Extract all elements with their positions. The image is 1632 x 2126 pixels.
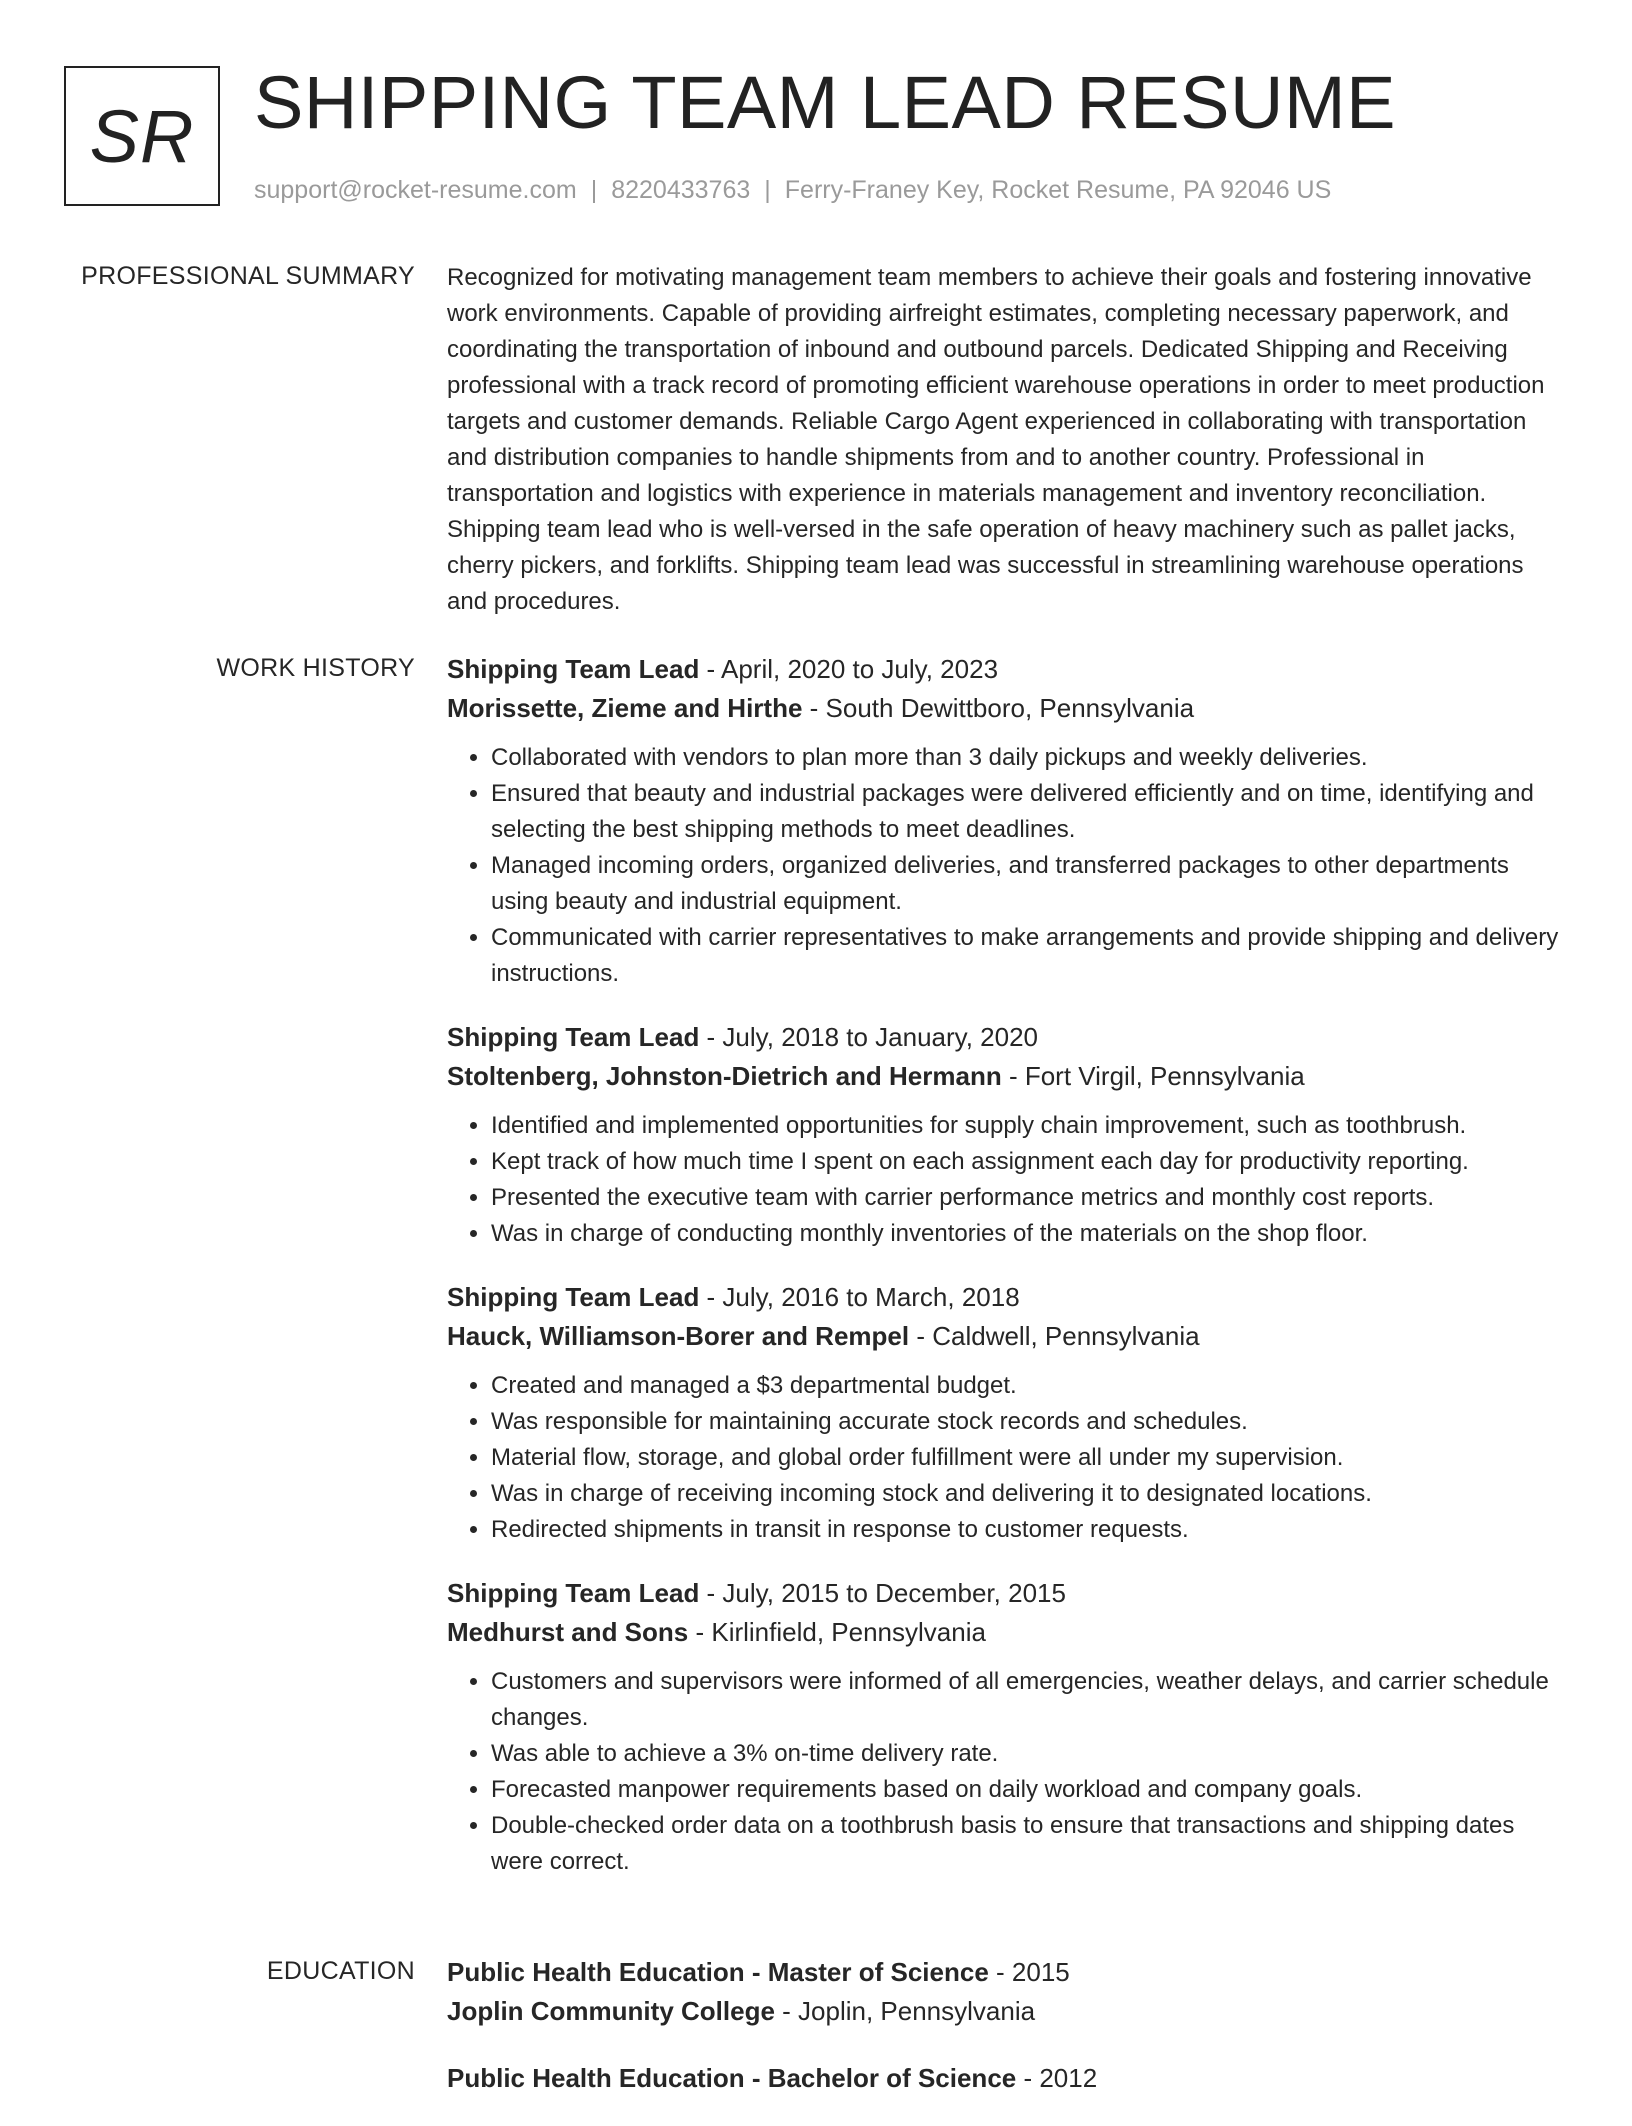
work-history-body [447, 650, 1567, 1906]
job-bullet: • Was responsible for maintaining accurate stock records and schedules. [491, 1404, 1567, 1440]
job-bullet: • Redirected shipments in transit in response to customer requests. [491, 1512, 1567, 1548]
job-role: Shipping Team Lead [447, 1578, 700, 1608]
job-bullet: • Ensured that beauty and industrial packages were delivered efficiently and on time, identifying and selecting the best shipping methods to meet deadlines. [491, 776, 1567, 848]
job-bullet: • Identified and implemented opportunities for supply chain improvement, such as toothbrush. [491, 1108, 1567, 1144]
resume-header [64, 61, 1574, 216]
job-location: - Caldwell, Pennsylvania [909, 1321, 1200, 1351]
contact-address: Ferry-Franey Key, Rocket Resume, PA 92046 US [784, 176, 1332, 204]
education-entry [447, 1953, 1567, 2031]
summary-heading: PROFESSIONAL SUMMARY [81, 262, 415, 290]
job-bullets [447, 1108, 1567, 1252]
job-company-line [447, 1317, 1567, 1356]
job-bullet: • Collaborated with vendors to plan more than 3 daily pickups and weekly deliveries. [491, 740, 1567, 776]
job-location: - South Dewittboro, Pennsylvania [802, 693, 1195, 723]
education-degree-line [447, 1953, 1567, 1992]
job-bullet: • Forecasted manpower requirements based on daily workload and company goals. [491, 1772, 1567, 1808]
job-company: Medhurst and Sons [447, 1617, 689, 1647]
job-bullets [447, 1368, 1567, 1548]
monogram-box [64, 66, 220, 206]
job-bullets [447, 740, 1567, 992]
job-company: Morissette, Zieme and Hirthe [447, 693, 803, 723]
contact-separator: | [590, 176, 598, 204]
summary-body [447, 260, 1567, 620]
job-bullet: • Double-checked order data on a toothbrush basis to ensure that transactions and shipping dates were correct. [491, 1808, 1567, 1880]
education-school-line [447, 1992, 1567, 2031]
job-bullet: • Material flow, storage, and global order fulfillment were all under my supervision. [491, 1440, 1567, 1476]
monogram-initials: SR [89, 94, 195, 178]
job-bullet: • Was in charge of conducting monthly inventories of the materials on the shop floor. [491, 1216, 1567, 1252]
education-degree: Public Health Education - Master of Science [447, 1957, 989, 1987]
job-company-line [447, 689, 1567, 728]
job-bullet: • Communicated with carrier representatives to make arrangements and provide shipping and delivery instructions. [491, 920, 1567, 992]
job-role: Shipping Team Lead [447, 1282, 700, 1312]
contact-email[interactable]: support@rocket-resume.com [254, 176, 577, 204]
job-bullet: • Kept track of how much time I spent on each assignment each day for productivity reporting. [491, 1144, 1567, 1180]
education-degree: Public Health Education - Bachelor of Science [447, 2063, 1017, 2093]
job-bullet: • Was in charge of receiving incoming stock and delivering it to designated locations. [491, 1476, 1567, 1512]
job-entry [447, 650, 1567, 992]
job-bullet: • Created and managed a $3 departmental budget. [491, 1368, 1567, 1404]
job-entry [447, 1018, 1567, 1252]
job-role: Shipping Team Lead [447, 1022, 700, 1052]
job-title-line [447, 650, 1567, 689]
job-location: - Fort Virgil, Pennsylvania [1001, 1061, 1305, 1091]
job-bullet: • Presented the executive team with carrier performance metrics and monthly cost reports. [491, 1180, 1567, 1216]
job-dates: - July, 2018 to January, 2020 [699, 1022, 1039, 1052]
job-dates: - April, 2020 to July, 2023 [699, 654, 999, 684]
job-title-line [447, 1574, 1567, 1613]
education-location: - Joplin, Pennsylvania [774, 1996, 1036, 2026]
job-role: Shipping Team Lead [447, 654, 700, 684]
job-bullets [447, 1664, 1567, 1880]
contact-line [254, 176, 1331, 205]
contact-separator: | [764, 176, 771, 204]
job-bullet: • Customers and supervisors were informed of all emergencies, weather delays, and carrier schedule changes. [491, 1664, 1567, 1736]
job-company-line [447, 1057, 1567, 1096]
job-bullet: • Managed incoming orders, organized deliveries, and transferred packages to other departments using beauty and industrial equipment. [491, 848, 1567, 920]
education-degree-line [447, 2059, 1567, 2098]
education-body [447, 1953, 1567, 2126]
job-company: Hauck, Williamson-Borer and Rempel [447, 1321, 910, 1351]
job-location: - Kirlinfield, Pennsylvania [688, 1617, 986, 1647]
job-dates: - July, 2015 to December, 2015 [699, 1578, 1066, 1608]
education-year: - 2012 [1016, 2063, 1098, 2093]
education-year: - 2015 [988, 1957, 1070, 1987]
job-entry [447, 1278, 1567, 1548]
contact-phone[interactable]: 8220433763 [611, 176, 751, 204]
education-entry [447, 2059, 1567, 2098]
summary-text: Recognized for motivating management team members to achieve their goals and fostering innovative work environments. Capable of providing airfreight estimates, completing necessary paperwork, and coordinating the transportation of inbound and outbound parcels. Dedicated Shipping and Receiving professional with a track record of promoting efficient warehouse operations in order to meet production targets and customer demands. Reliable Cargo Agent experienced in collaborating with transportation and distribution companies to handle shipments from and to another country. Professional in transportation and logistics with experience in materials management and inventory reconciliation. Shipping team lead who is well-versed in the safe operation of heavy machinery such as pallet jacks, cherry pickers, and forklifts. Shipping team lead was successful in streamlining warehouse operations and procedures. [447, 264, 1545, 615]
job-title-line [447, 1018, 1567, 1057]
resume-title: SHIPPING TEAM LEAD RESUME [254, 61, 1396, 144]
job-company-line [447, 1613, 1567, 1652]
education-heading: EDUCATION [266, 1957, 415, 1985]
job-title-line [447, 1278, 1567, 1317]
job-entry [447, 1574, 1567, 1880]
education-school: Joplin Community College [447, 1996, 775, 2026]
job-company: Stoltenberg, Johnston-Dietrich and Hermann [447, 1061, 1002, 1091]
work-history-heading: WORK HISTORY [216, 654, 415, 682]
job-bullet: • Was able to achieve a 3% on-time delivery rate. [491, 1736, 1567, 1772]
job-dates: - July, 2016 to March, 2018 [699, 1282, 1020, 1312]
